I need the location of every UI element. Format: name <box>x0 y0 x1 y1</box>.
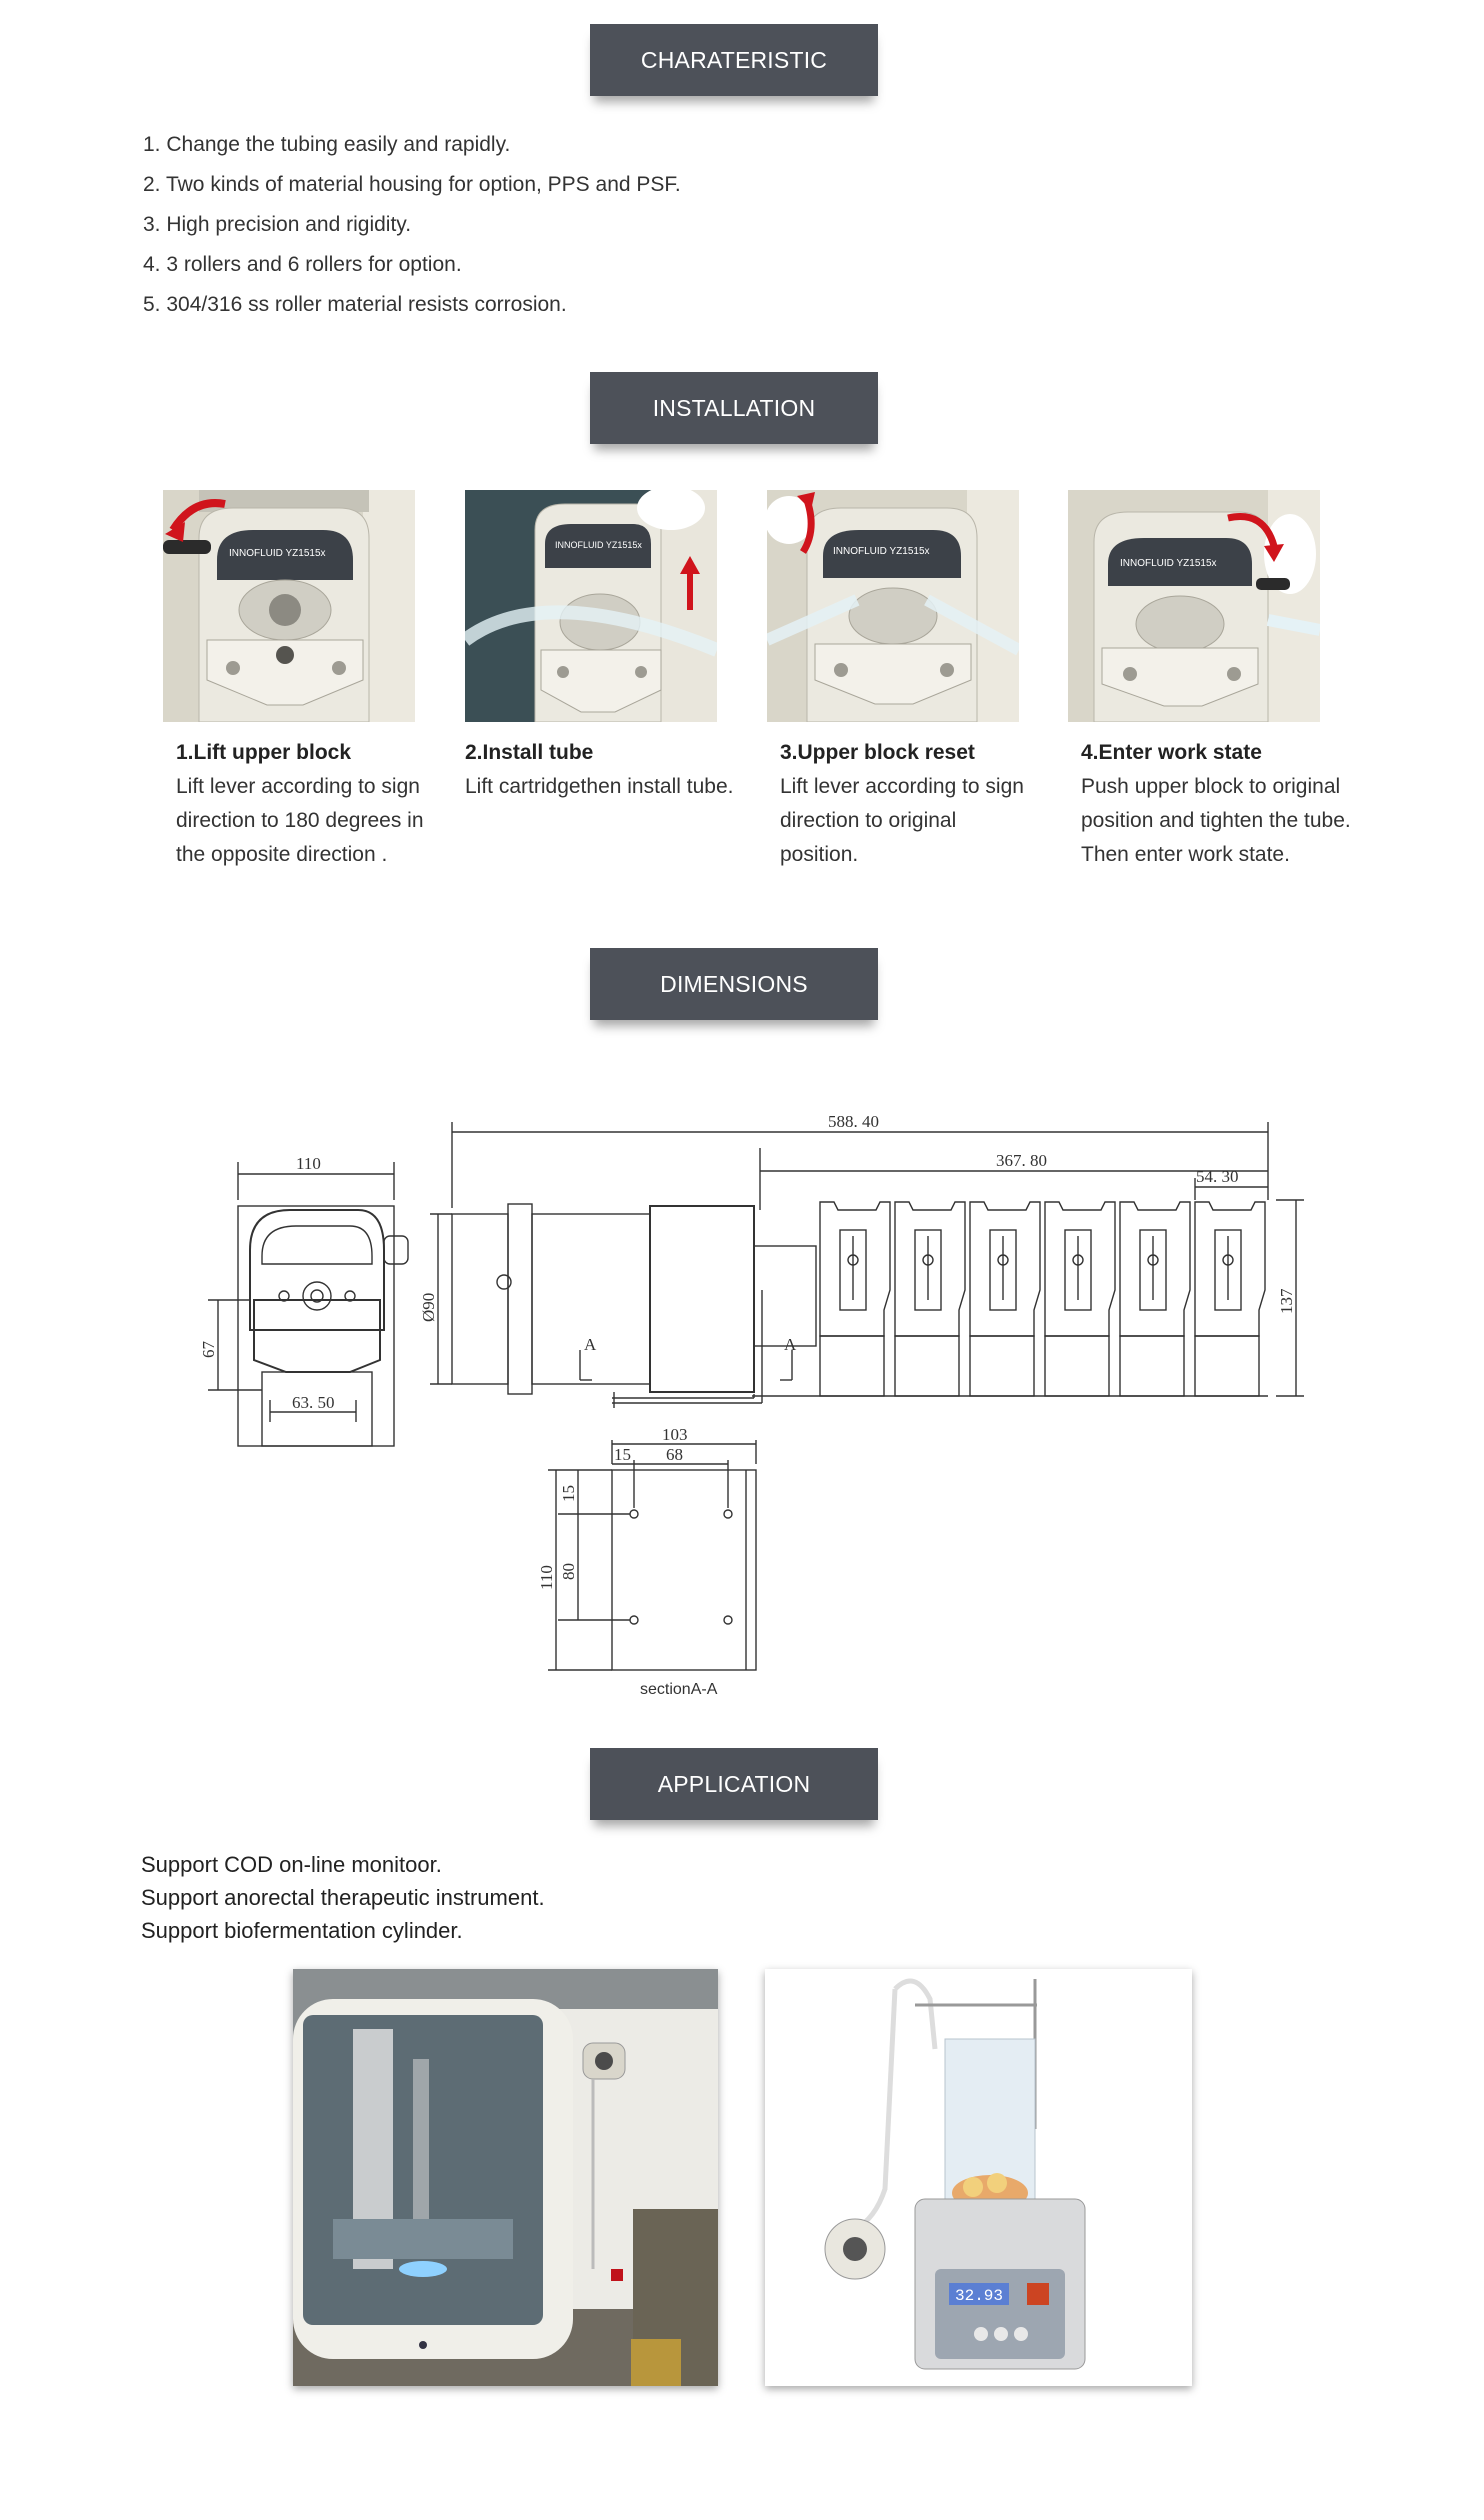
list-item: Support anorectal therapeutic instrument. <box>141 1885 545 1910</box>
step-title: 2.Install tube <box>465 741 594 764</box>
step-4-text <box>1081 736 1381 872</box>
pump-head-drawing <box>820 1202 890 1396</box>
pump-label: INNOFLUID YZ1515x <box>229 548 326 559</box>
pump-head-drawing <box>1120 1202 1190 1396</box>
svg-text:INNOFLUID YZ1515x: INNOFLUID YZ1515x <box>1120 558 1217 569</box>
step-description: Push upper block to original position and tighten the tube. Then enter work state. <box>1081 775 1351 866</box>
dim-137: 137 <box>1277 1288 1296 1314</box>
step-3-photo <box>767 490 1019 722</box>
section-mark-a-left: A <box>584 1335 597 1354</box>
pump-head-drawing <box>970 1202 1040 1396</box>
characteristics-list <box>143 128 681 328</box>
step-title: 4.Enter work state <box>1081 741 1262 764</box>
list-item: Support biofermentation cylinder. <box>141 1918 463 1943</box>
list-item: 5. 304/316 ss roller material resists corrosion. <box>143 293 567 316</box>
dim-15-h: 15 <box>614 1445 631 1464</box>
step-description: Lift lever according to sign direction to original position. <box>780 775 1024 866</box>
pump-head-drawing <box>895 1202 965 1396</box>
application-list <box>141 1848 545 1947</box>
dim-110-top: 110 <box>296 1154 321 1173</box>
svg-text:INNOFLUID YZ1515x: INNOFLUID YZ1515x <box>555 540 642 550</box>
section-label: sectionA-A <box>640 1681 718 1698</box>
step-title: 1.Lift upper block <box>176 741 352 764</box>
application-photo-cod-monitor <box>293 1969 718 2386</box>
dim-54-30: 54. 30 <box>1196 1167 1239 1186</box>
dim-68: 68 <box>666 1445 683 1464</box>
step-2-text <box>465 736 765 804</box>
list-item: 2. Two kinds of material housing for option, PPS and PSF. <box>143 173 681 196</box>
dim-367-80: 367. 80 <box>996 1151 1047 1170</box>
dim-80: 80 <box>559 1563 578 1580</box>
step-description: Lift lever according to sign direction to 180 degrees in the opposite direction . <box>176 775 424 866</box>
step-title: 3.Upper block reset <box>780 741 975 764</box>
svg-text:INNOFLUID YZ1515x: INNOFLUID YZ1515x <box>833 546 930 557</box>
step-2-photo <box>465 490 717 722</box>
list-item: Support COD on-line monitoor. <box>141 1852 442 1877</box>
dim-15-v: 15 <box>559 1485 578 1502</box>
list-item: 3. High precision and rigidity. <box>143 213 412 236</box>
application-photo-biofermentation <box>765 1969 1192 2386</box>
step-description: Lift cartridgethen install tube. <box>465 775 734 798</box>
step-3-text <box>780 736 1030 872</box>
step-4-photo <box>1068 490 1320 722</box>
step-1-photo <box>163 490 415 722</box>
device-display-value: 32.93 <box>955 2287 1004 2305</box>
section-banner-dimensions: DIMENSIONS <box>590 948 878 1020</box>
dim-588-40: 588. 40 <box>828 1112 879 1131</box>
dim-103: 103 <box>662 1425 688 1444</box>
dim-110-side: 110 <box>537 1565 556 1590</box>
dim-63-50: 63. 50 <box>292 1393 335 1412</box>
pump-head-drawing <box>1195 1202 1265 1396</box>
section-banner-charateristic: CHARATERISTIC <box>590 24 878 96</box>
dim-90: Ø90 <box>419 1292 438 1322</box>
pump-head-drawing <box>1045 1202 1115 1396</box>
dimension-drawing <box>0 1060 1484 1700</box>
section-banner-installation: INSTALLATION <box>590 372 878 444</box>
list-item: 1. Change the tubing easily and rapidly. <box>143 133 511 156</box>
section-mark-a-right: A <box>784 1335 797 1354</box>
step-1-text <box>176 736 426 872</box>
list-item: 4. 3 rollers and 6 rollers for option. <box>143 253 462 276</box>
section-banner-application: APPLICATION <box>590 1748 878 1820</box>
dim-67: 67 <box>199 1341 218 1358</box>
